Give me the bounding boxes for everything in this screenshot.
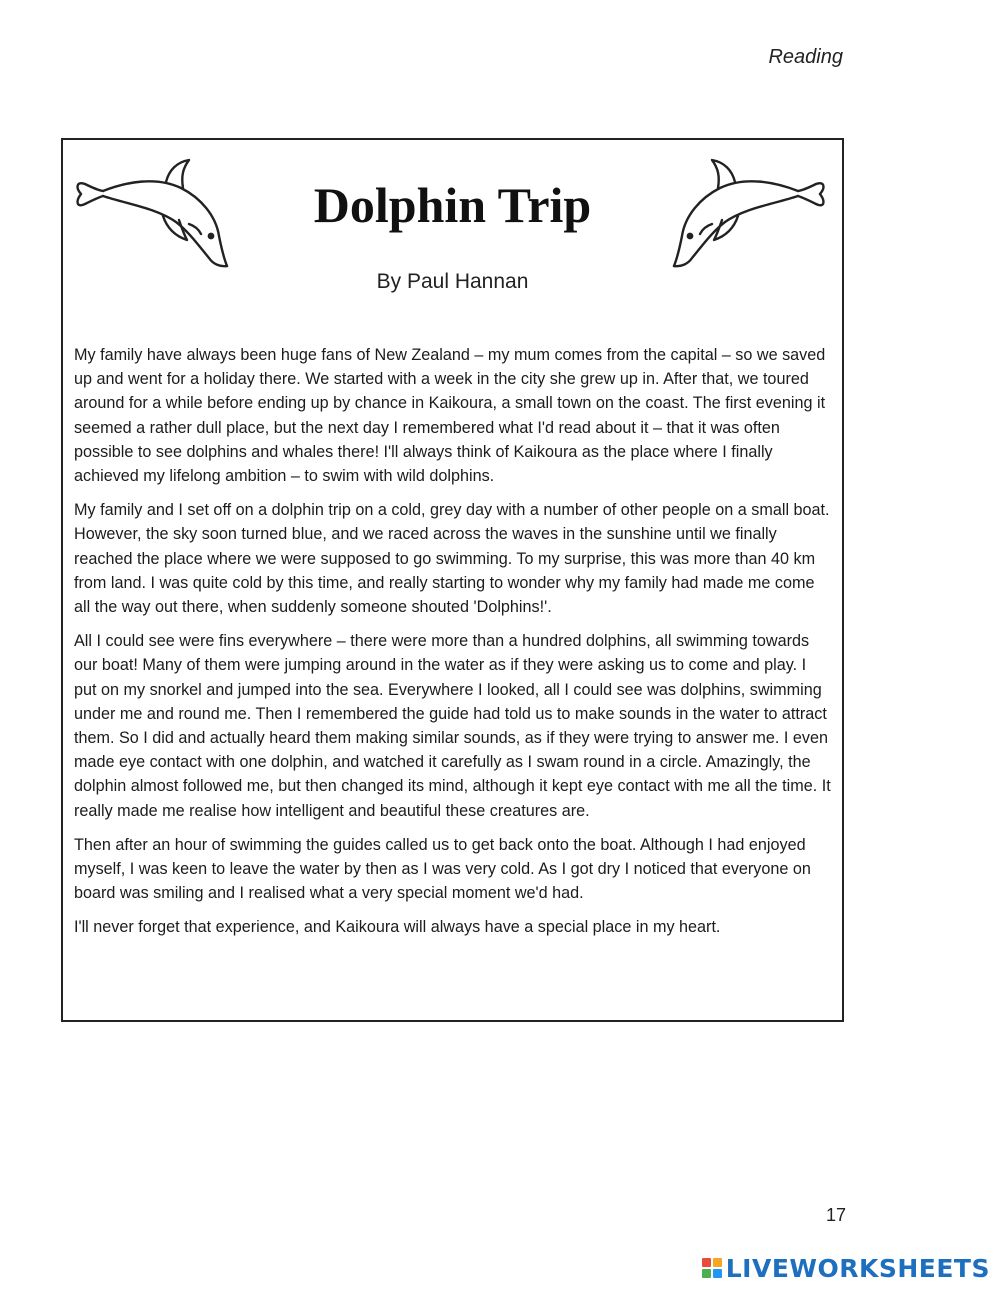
story-paragraph: I'll never forget that experience, and Kaikoura will always have a special place in my heart. [74, 918, 721, 937]
page-number: 17 [825, 1205, 846, 1225]
liveworksheets-logo-icon [702, 1258, 722, 1278]
story-paragraph: All I could see were fins everywhere – there were more than a hundred dolphins, all swimming towards our boat! Many of them were jumping around in the water as if they were asking us to come and play. I put on my snorkel and jumped into the sea. Everywhere I looked, all I could see was dolphins, swimming under me and round me. Then I remembered the guide had told us to make sounds in the water to attract them. So I did and actually heard them making similar sounds, as if they were trying to answer me. I even made eye contact with one dolphin, and watched it carefully as I swam round in a circle. Amazingly, the dolphin almost followed me, but then changed its mind, although it kept eye contact with me all the time. It really made me realise how intelligent and beautiful these creatures are. [74, 632, 831, 820]
section-label: Reading [768, 46, 843, 68]
liveworksheets-watermark[interactable] [702, 1254, 990, 1282]
story-body [74, 343, 832, 950]
watermark-text: LIVEWORKSHEETS [725, 1253, 990, 1283]
story-byline: By Paul Hannan [376, 270, 529, 293]
story-paragraph: My family and I set off on a dolphin trip on a cold, grey day with a number of other people on a small boat. However, the sky soon turned blue, and we raced across the waves in the sunshine until we finally reached the place where we were supposed to go swimming. To my surprise, this was more than 40 km from land. I was quite cold by this time, and really starting to wonder why my family had made me come all the way out there, when suddenly someone shouted 'Dolphins!'. [74, 501, 830, 617]
story-paragraph: My family have always been huge fans of New Zealand – my mum comes from the capital – so we saved up and went for a holiday there. We started with a week in the city she grew up in. After that, we toured around for a while before ending up by chance in Kaikoura, a small town on the coast. The first evening it seemed a rather dull place, but the next day I remembered what I'd read about it – that it was often possible to see dolphins and whales there! I'll always think of Kaikoura as the place where I finally achieved my lifelong ambition – to swim with wild dolphins. [74, 346, 826, 486]
story-title: Dolphin Trip [313, 177, 592, 233]
story-paragraph: Then after an hour of swimming the guides called us to get back onto the boat. Although I had enjoyed myself, I was keen to leave the water by then as I was very cold. As I got dry I noticed that everyone on board was smiling and I realised what a very special moment we'd had. [74, 835, 811, 903]
story-box [61, 138, 844, 1022]
